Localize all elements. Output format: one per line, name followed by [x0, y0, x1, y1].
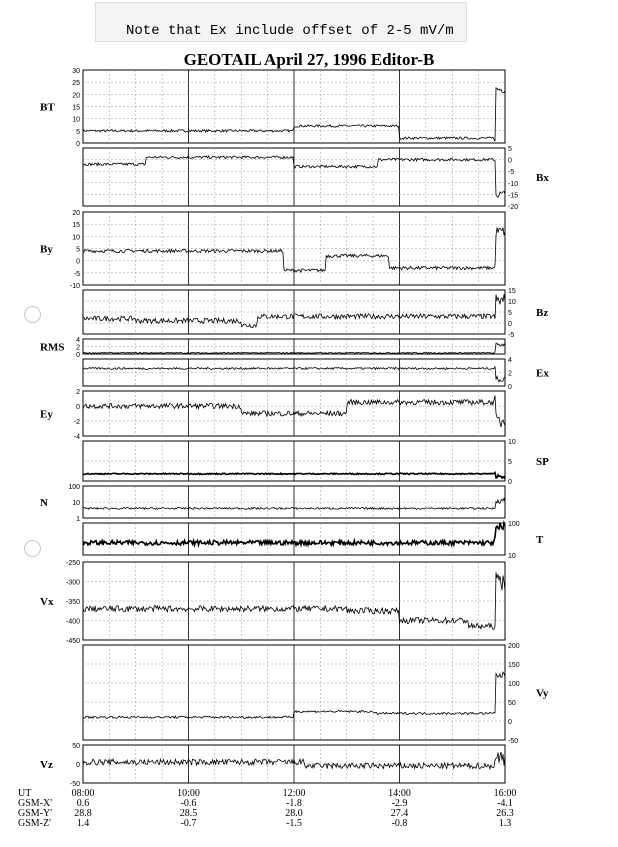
note-text: Note that Ex include offset of 2-5 mV/m: [126, 23, 454, 39]
footer-value: -0.7: [180, 818, 197, 829]
tick-label: 150: [508, 662, 520, 669]
tick-label: 15: [508, 288, 516, 295]
tick-label: -10: [69, 283, 80, 290]
footer-value: 10:00: [177, 788, 200, 799]
footer-value: 28.8: [74, 808, 92, 819]
footer-value: 1.3: [498, 818, 512, 829]
footer-value: -1.5: [286, 818, 302, 829]
footer-value: -1.8: [286, 798, 302, 809]
tick-label: 0: [76, 762, 80, 769]
footer-value: -0.8: [391, 818, 408, 829]
tick-label: -4: [73, 434, 80, 441]
tick-label: -2: [73, 419, 80, 426]
tick-label: 2: [508, 370, 512, 378]
footer-value: 28.0: [285, 808, 303, 819]
tick-label: 2: [76, 389, 80, 396]
tick-label: 25: [72, 80, 80, 88]
tick-label: 10: [72, 116, 80, 124]
tick-label: -10: [508, 180, 519, 188]
panel-label: N: [40, 497, 48, 509]
tick-label: 1: [76, 516, 80, 523]
tick-label: 10: [508, 299, 516, 306]
tick-label: -5: [508, 169, 515, 177]
tick-label: 200: [508, 643, 520, 650]
panel-label: RMS: [40, 341, 65, 354]
panel-label: Ey: [40, 408, 53, 421]
tick-label: 20: [72, 210, 80, 217]
panel-label: Vy: [536, 687, 549, 700]
footer-value: 27.4: [390, 808, 409, 819]
tick-label: 100: [508, 681, 520, 688]
tick-label: 15: [72, 104, 80, 112]
tick-label: 10: [72, 234, 80, 242]
panel-label: BT: [40, 101, 55, 114]
tick-label: 4: [508, 357, 512, 364]
tick-label: 5: [76, 246, 80, 254]
tick-label: 0: [76, 258, 80, 266]
tick-label: 30: [72, 68, 80, 75]
tick-label: 10: [72, 500, 80, 507]
tick-label: 0: [508, 384, 512, 391]
tick-label: 0: [508, 157, 512, 165]
footer-value: 0.6: [76, 798, 90, 809]
tick-label: 0: [508, 719, 512, 726]
tick-label: 0: [76, 141, 80, 148]
panel-label: Vx: [40, 596, 54, 608]
footer-value: 1.4: [76, 818, 90, 829]
tick-label: 10: [508, 553, 516, 560]
footer-row-label: GSM-Y': [18, 808, 53, 819]
tick-label: 5: [508, 146, 512, 153]
tick-label: 0: [76, 352, 80, 359]
footer-value: 28.5: [179, 808, 198, 819]
tick-label: -50: [69, 781, 80, 788]
tick-label: 0: [508, 321, 512, 328]
footer-value: -2.9: [391, 798, 408, 809]
footer-value: 26.3: [496, 808, 514, 819]
tick-label: 2: [76, 344, 80, 352]
panel-label: Bx: [536, 172, 549, 184]
tick-label: 5: [76, 128, 80, 136]
tick-label: -400: [65, 618, 80, 626]
tick-label: 4: [76, 337, 80, 344]
tick-label: 0: [76, 404, 80, 411]
panel-label: SP: [536, 456, 549, 468]
tick-label: -300: [65, 579, 80, 587]
tick-label: 50: [72, 743, 80, 750]
tick-label: 10: [508, 439, 516, 446]
footer-row-label: UT: [18, 788, 32, 799]
footer-row-label: GSM-X': [18, 798, 53, 809]
tick-label: -5: [73, 270, 80, 278]
tick-label: -15: [508, 192, 519, 200]
chart-title: GEOTAIL April 27, 1996 Editor-B: [183, 50, 435, 69]
footer-value: 16:00: [493, 788, 517, 799]
footer-value: 08:00: [71, 788, 95, 799]
tick-label: -350: [65, 599, 80, 606]
footer-value: 12:00: [282, 788, 306, 799]
tick-label: -50: [508, 738, 519, 745]
footer-row-label: GSM-Z': [18, 818, 51, 829]
footer-value: -0.6: [180, 798, 197, 809]
tick-label: 0: [508, 479, 512, 486]
tick-label: 5: [508, 310, 512, 317]
tick-label: 100: [508, 521, 520, 528]
tick-label: 15: [72, 222, 80, 230]
tick-label: 50: [508, 700, 516, 707]
panel-label: Vz: [40, 759, 53, 771]
tick-label: 100: [68, 484, 80, 491]
tick-label: 20: [72, 92, 80, 100]
footer-value: -4.1: [497, 798, 513, 809]
tick-label: -20: [508, 204, 519, 211]
tick-label: -5: [508, 332, 515, 339]
panel-label: Bz: [536, 307, 549, 319]
punch-hole: [24, 540, 41, 557]
tick-label: -450: [65, 638, 80, 645]
tick-label: 5: [508, 459, 512, 466]
panel-label: Ex: [536, 367, 549, 380]
punch-hole: [24, 306, 41, 323]
panel-label: By: [40, 243, 53, 256]
footer-value: 14:00: [388, 788, 411, 799]
panel-label: T: [536, 534, 544, 546]
tick-label: -250: [65, 560, 80, 567]
